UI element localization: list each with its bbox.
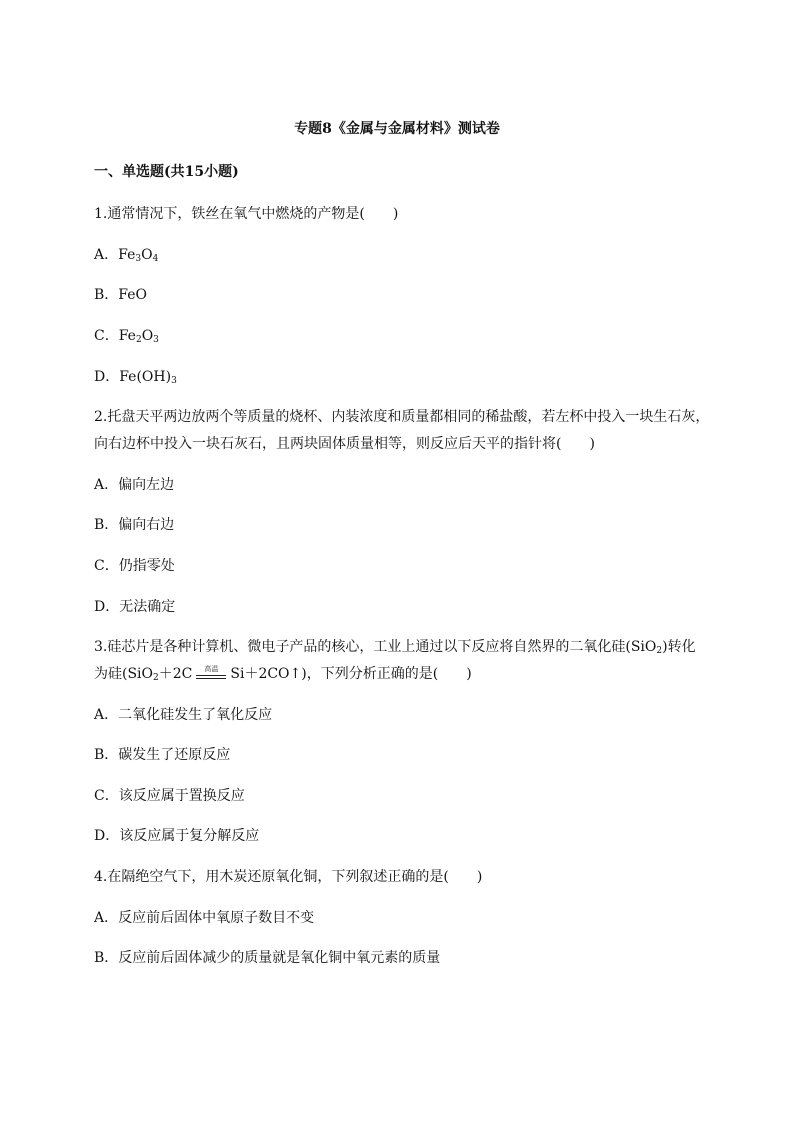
q1-option-a bbox=[94, 244, 158, 264]
q2-stem-line2: 向右边杯中投入一块石灰石，且两块固体质量相等，则反应后天平的指针将( ) bbox=[94, 436, 595, 452]
q3-option-a: A．二氧化硅发生了氧化反应 bbox=[94, 707, 273, 723]
q1-stem: 1.通常情况下，铁丝在氧气中燃烧的产物是( ) bbox=[94, 206, 399, 222]
q2-option-b: B．偏向右边 bbox=[94, 517, 175, 533]
formula-text: O bbox=[141, 247, 153, 263]
reaction-condition bbox=[194, 666, 228, 680]
equals-bar-bottom bbox=[196, 678, 226, 679]
q3-stem-line2 bbox=[94, 663, 472, 683]
q1-option-c bbox=[94, 325, 159, 345]
q3-option-b: B．碳发生了还原反应 bbox=[94, 747, 231, 763]
q1-option-d bbox=[94, 366, 177, 386]
stem-text: 3.硅芯片是各种计算机、微电子产品的核心，工业上通过以下反应将自然界的二氧化硅(SiO bbox=[94, 639, 657, 655]
subscript: 4 bbox=[152, 254, 159, 264]
q2-option-a: A．偏向左边 bbox=[94, 477, 175, 493]
stem-text: Si＋2CO↑)，下列分析正确的是( ) bbox=[230, 666, 472, 682]
equals-bar-top bbox=[196, 675, 226, 676]
formula-text: O bbox=[141, 328, 154, 344]
stem-text: 为硅(SiO bbox=[94, 666, 154, 682]
reaction-condition-label: 高温 bbox=[204, 665, 219, 673]
q4-option-a: A．反应前后固体中氧原子数目不变 bbox=[94, 910, 315, 926]
option-label: C． bbox=[94, 328, 119, 344]
option-label: B． bbox=[94, 287, 119, 303]
q3-stem-line1 bbox=[94, 636, 696, 656]
subscript: 2 bbox=[135, 335, 142, 345]
option-label: D． bbox=[94, 369, 120, 385]
option-label: A． bbox=[94, 247, 119, 263]
subscript: 2 bbox=[656, 646, 663, 656]
stem-text: ＋2C bbox=[158, 666, 193, 682]
section-heading: 一、单选题(共15小题) bbox=[94, 164, 239, 180]
stem-text: )转化 bbox=[662, 639, 696, 655]
subscript: 3 bbox=[153, 335, 159, 345]
document-title: 专题8《金属与金属材料》测试卷 bbox=[294, 121, 500, 137]
subscript: 2 bbox=[153, 673, 159, 683]
q2-option-c: C．仍指零处 bbox=[94, 558, 175, 574]
formula-text: FeO bbox=[118, 287, 148, 303]
q2-option-d: D．无法确定 bbox=[94, 599, 176, 615]
formula-text: Fe(OH) bbox=[119, 369, 172, 385]
formula-text: Fe bbox=[118, 328, 136, 344]
q4-option-b: B．反应前后固体减少的质量就是氧化铜中氧元素的质量 bbox=[94, 950, 441, 966]
formula-text: Fe bbox=[118, 247, 136, 263]
q1-option-b bbox=[94, 284, 147, 304]
q2-stem-line1: 2.托盘天平两边放两个等质量的烧杯、内装浓度和质量都相同的稀盐酸，若左杯中投入一块生石灰， bbox=[94, 409, 710, 425]
subscript: 3 bbox=[171, 376, 177, 386]
q4-stem: 4.在隔绝空气下，用木炭还原氧化铜，下列叙述正确的是( ) bbox=[94, 869, 483, 885]
q3-option-c: C．该反应属于置换反应 bbox=[94, 788, 245, 804]
q3-option-d: D．该反应属于复分解反应 bbox=[94, 828, 260, 844]
subscript: 3 bbox=[135, 254, 142, 264]
